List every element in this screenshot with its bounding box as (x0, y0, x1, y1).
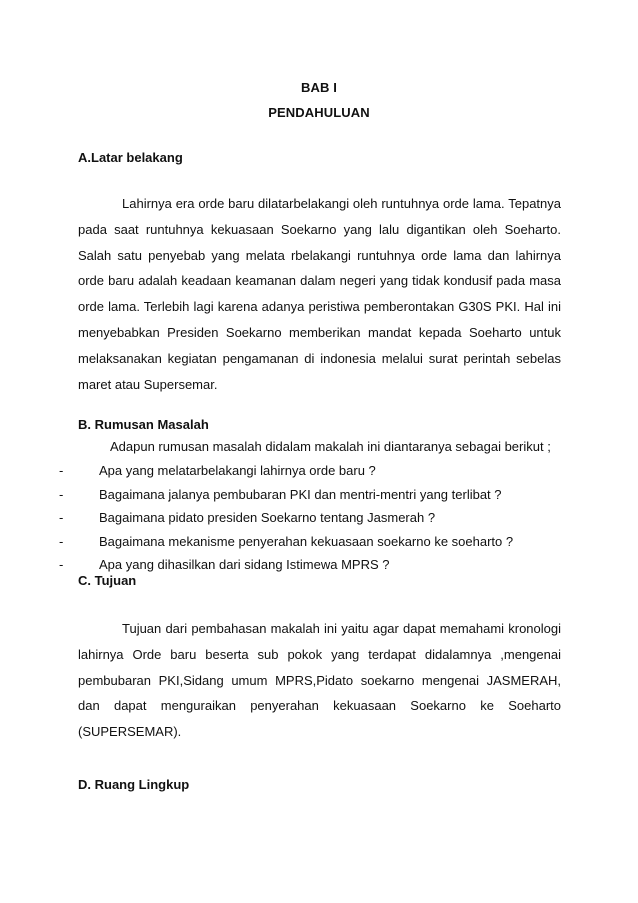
list-item-text: Apa yang dihasilkan dari sidang Istimewa MPRS ? (99, 557, 390, 573)
list-item-text: Bagaimana pidato presiden Soekarno tentang Jasmerah ? (99, 510, 436, 526)
bullet-dash: - (59, 533, 64, 549)
latar-belakang-text: Lahirnya era orde baru dilatarbelakangi oleh runtuhnya orde lama. Tepatnya pada saat runtuhnya kekuasaan Soekarno yang lalu digantikan oleh Soeharto. Salah satu penyebab yang melata rbelakangi runtuhnya orde lama dan lahirnya orde baru adalah keadaan keamanan dalam negeri yang tidak kondusif pada masa orde lama. Terlebih lagi karena adanya peristiwa pemberontakan G30S PKI. Hal ini menyebabkan Presiden Soekarno memberikan mandat kepada Soeharto untuk melaksanakan kegiatan pengamanan di indonesia melalui surat perintah sebelas maret atau Supersemar. (78, 196, 561, 392)
list-item-text: Apa yang melatarbelakangi lahirnya orde baru ? (99, 463, 376, 478)
bullet-dash: - (59, 463, 64, 478)
section-heading-tujuan: C. Tujuan (78, 573, 137, 588)
list-item (0, 506, 638, 530)
list-item (0, 483, 638, 507)
latar-belakang-paragraph (78, 191, 561, 397)
chapter-number: BAB I (301, 80, 337, 95)
bullet-dash: - (59, 510, 64, 526)
tujuan-paragraph (78, 616, 561, 745)
bullet-dash: - (59, 486, 64, 502)
section-heading-latar-belakang: A.Latar belakang (78, 150, 183, 165)
list-item-text: Bagaimana mekanisme penyerahan kekuasaan soekarno ke soeharto ? (99, 533, 514, 549)
section-heading-rumusan-masalah: B. Rumusan Masalah (78, 417, 209, 432)
tujuan-text: Tujuan dari pembahasan makalah ini yaitu agar dapat memahami kronologi lahirnya Orde baru beserta sub pokok yang terdapat didalamnya ,mengenai pembubaran PKI,Sidang umum MPRS,Pidato soekarno mengenai JASMERAH, dan dapat menguraikan penyerahan kekuasaan Soekarno ke Soeharto (SUPERSEMAR). (78, 621, 561, 740)
bullet-dash: - (59, 557, 64, 573)
list-item (0, 530, 638, 554)
list-item (0, 459, 638, 483)
rumusan-masalah-list (0, 459, 638, 577)
section-heading-ruang-lingkup: D. Ruang Lingkup (78, 777, 190, 792)
chapter-title: PENDAHULUAN (268, 105, 370, 120)
rumusan-masalah-intro: Adapun rumusan masalah didalam makalah ini diantaranya sebagai berikut ; (110, 439, 551, 454)
list-item-text: Bagaimana jalanya pembubaran PKI dan mentri-mentri yang terlibat ? (99, 486, 502, 502)
